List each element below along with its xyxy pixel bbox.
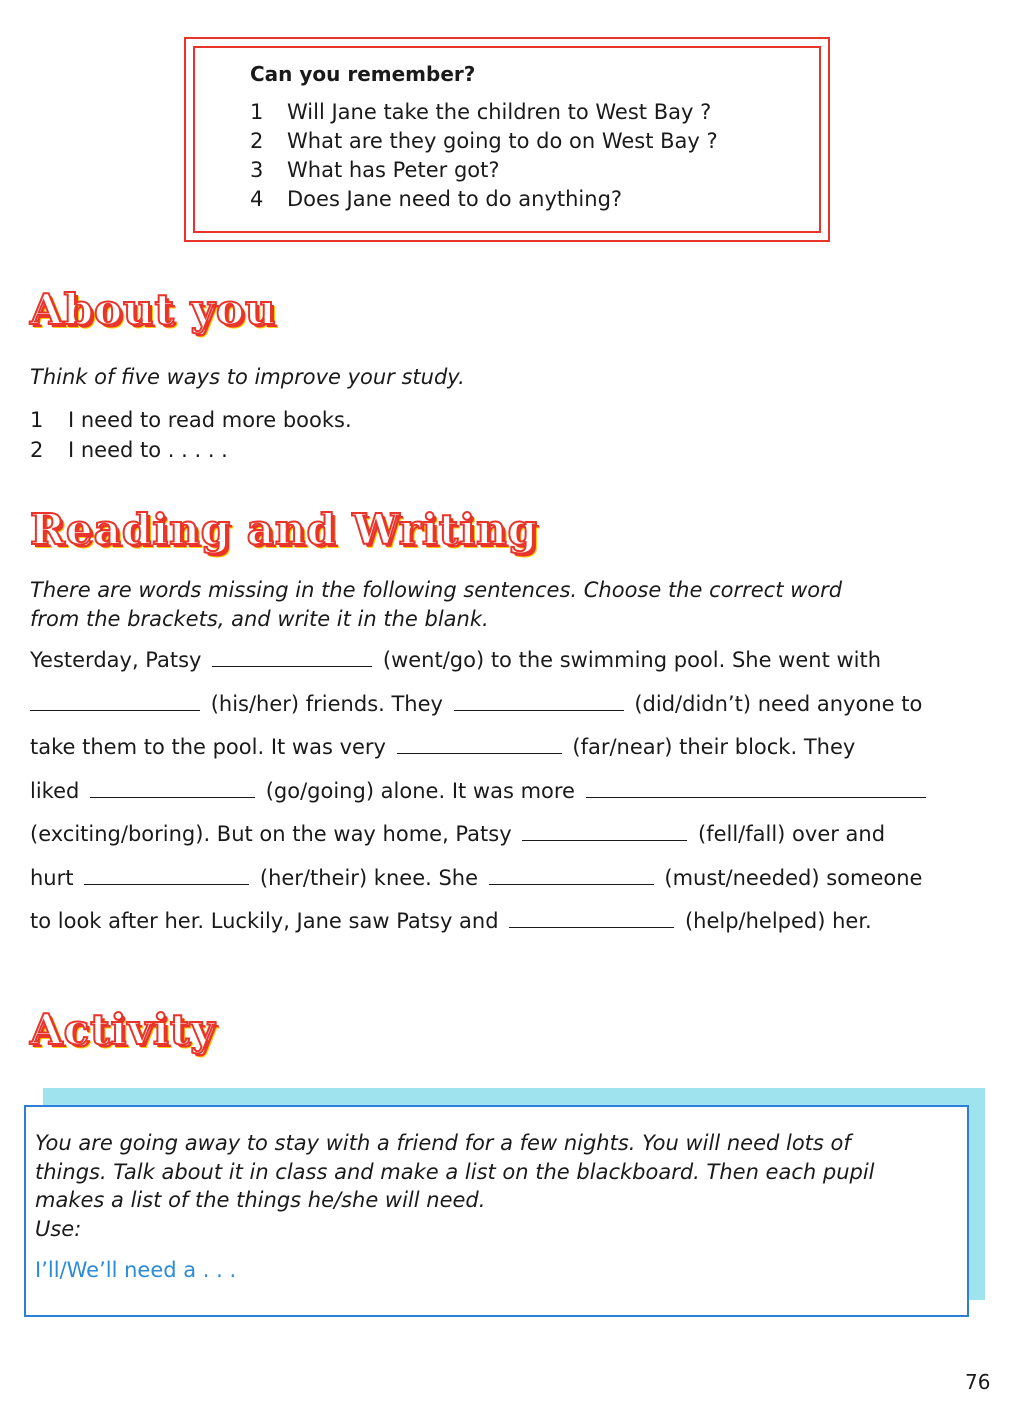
- activity-heading: Activity: [30, 1005, 216, 1054]
- remember-box-inner: [193, 46, 821, 233]
- passage-text: Yesterday, Patsy: [30, 648, 202, 672]
- passage-text: hurt: [30, 865, 74, 890]
- passage-text: to look after her. Luckily, Jane saw Patsy and: [30, 909, 499, 933]
- answer-blank[interactable]: [454, 693, 624, 711]
- question-number: 3: [250, 158, 264, 182]
- question-item: [250, 127, 819, 156]
- passage-line: [30, 822, 980, 866]
- question-text: What are they going to do on West Bay ?: [287, 129, 718, 153]
- passage-line: [30, 735, 980, 779]
- question-number: 4: [250, 187, 264, 211]
- question-text: Will Jane take the children to West Bay ?: [287, 100, 712, 124]
- answer-blank[interactable]: [489, 867, 654, 885]
- item-text: I need to . . . . .: [68, 438, 228, 462]
- question-text: Does Jane need to do anything?: [287, 187, 623, 211]
- answer-blank[interactable]: [586, 780, 926, 798]
- passage-text: (his/her) friends. They: [210, 691, 443, 716]
- about-you-item: [30, 405, 352, 435]
- cloze-passage: [30, 648, 980, 953]
- activity-line: things. Talk about it in class and make a list on the blackboard. Then each pupil: [35, 1159, 875, 1184]
- passage-text: (her/their) knee. She: [259, 865, 479, 890]
- passage-text: liked: [30, 778, 80, 803]
- answer-blank[interactable]: [212, 649, 372, 667]
- activity-instructions: [35, 1129, 967, 1243]
- passage-text: (did/didn’t) need anyone to: [634, 691, 923, 716]
- page-number: 76: [965, 1370, 991, 1394]
- passage-text: (must/needed) someone: [664, 865, 923, 890]
- passage-text: take them to the pool. It was very: [30, 735, 386, 759]
- item-number: 1: [30, 408, 44, 432]
- question-number: 1: [250, 100, 264, 124]
- answer-blank[interactable]: [397, 736, 562, 754]
- activity-example-phrase: I’ll/We’ll need a . . .: [35, 1258, 237, 1282]
- remember-title: Can you remember?: [250, 62, 476, 86]
- activity-line: makes a list of the things he/she will need.: [35, 1188, 486, 1212]
- passage-line: [30, 692, 980, 736]
- question-item: [250, 185, 819, 214]
- answer-blank[interactable]: [522, 823, 687, 841]
- passage-text: (far/near) their block. They: [572, 735, 856, 759]
- activity-box: [24, 1105, 969, 1317]
- passage-line: [30, 866, 980, 910]
- answer-blank[interactable]: [84, 867, 249, 885]
- reading-writing-heading: Reading and Writing: [30, 505, 539, 554]
- item-text: I need to read more books.: [68, 408, 352, 432]
- question-item: [250, 156, 819, 185]
- passage-text: (exciting/boring). But on the way home, Patsy: [30, 822, 512, 846]
- passage-line: [30, 779, 980, 823]
- passage-line: [30, 909, 980, 953]
- about-you-heading: About you: [30, 285, 277, 334]
- about-you-item: [30, 435, 228, 465]
- reading-writing-instruction-2: from the brackets, and write it in the blank.: [30, 607, 489, 631]
- question-item: [250, 98, 819, 127]
- passage-text: (go/going) alone. It was more: [265, 778, 575, 803]
- about-you-instruction: Think of five ways to improve your study.: [30, 365, 465, 389]
- answer-blank[interactable]: [90, 780, 255, 798]
- activity-line: You are going away to stay with a friend for a few nights. You will need lots of: [35, 1131, 851, 1155]
- passage-text: (went/go) to the swimming pool. She went with: [382, 648, 882, 672]
- remember-box: [184, 37, 830, 242]
- answer-blank[interactable]: [509, 910, 674, 928]
- passage-text: (fell/fall) over and: [698, 822, 886, 846]
- activity-line: Use:: [35, 1216, 82, 1241]
- passage-line: [30, 648, 980, 692]
- question-text: What has Peter got?: [287, 158, 500, 182]
- reading-writing-instruction-1: There are words missing in the following sentences. Choose the correct word: [30, 578, 843, 602]
- answer-blank[interactable]: [30, 693, 200, 711]
- passage-text: (help/helped) her.: [684, 909, 872, 933]
- item-number: 2: [30, 438, 44, 462]
- question-number: 2: [250, 129, 264, 153]
